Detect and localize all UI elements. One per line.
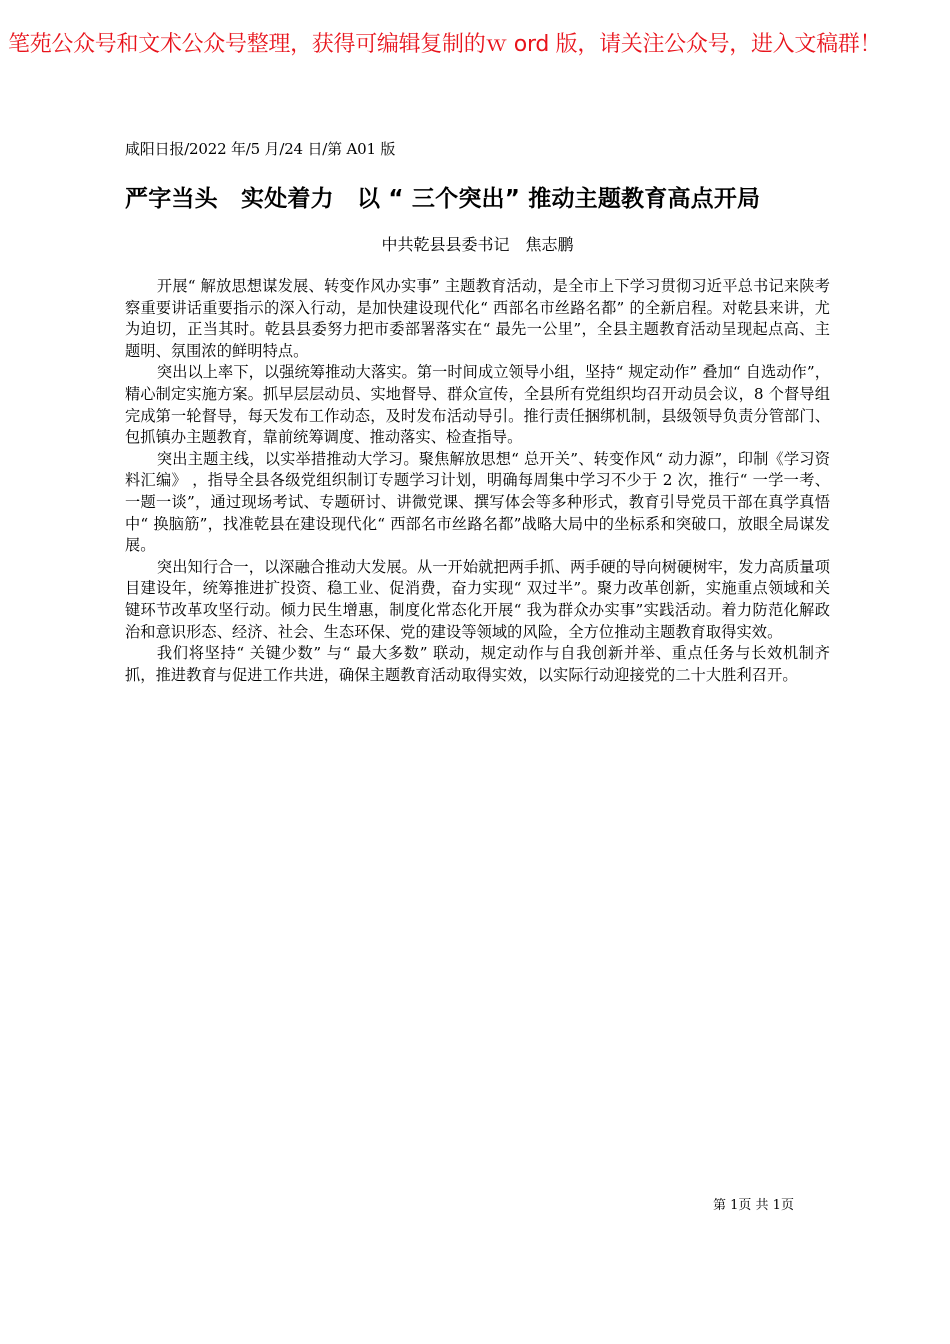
page-indicator: 第 1页 共 1页 [713,1198,794,1213]
article-body [125,276,830,686]
article-source: 咸阳日报/2022 年/5 月/24 日/第 A01 版 [125,140,396,158]
paragraph: 突出主题主线，以实举措推动大学习。聚焦解放思想“ 总开关”、转变作风“ 动力源”，印制《学习资料汇编》 ，指导全县各级党组织制订专题学习计划，明确每周集中学习不少于 2 次，推行“ 一学一考、一题一谈”，通过现场考试、专题研讨、讲微党课、撰写体会等多种形式，教育引导党员干部在真学真悟中“ 换脑筋”，找准乾县在建设现代化“ 西部名市丝路名都”战略大局中的坐标系和突破口，放眼全局谋发展。 [125,449,830,555]
article-title: 严字当头 实处着力 以 “ 三个突出” 推动主题教育高点开局 [125,186,761,212]
article [125,138,830,686]
paragraph: 开展“ 解放思想谋发展、转变作风办实事” 主题教育活动，是全市上下学习贯彻习近平总书记来陕考察重要讲话重要指示的深入行动，是加快建设现代化“ 西部名市丝路名都” 的全新启程。对乾县来讲，尤为迫切，正当其时。乾县县委努力把市委部署落实在“ 最先一公里”，全县主题教育活动呈现起点高、主题明、氛围浓的鲜明特点。 [125,277,830,360]
paragraph: 突出以上率下，以强统筹推动大落实。第一时间成立领导小组，坚持“ 规定动作” 叠加“ 自选动作”，精心制定实施方案。抓早层层动员、实地督导、群众宣传，全县所有党组织均召开动员会议，8 个督导组完成第一轮督导，每天发布工作动态，及时发布活动导引。推行责任捆绑机制，县级领导负责分管部门、包抓镇办主题教育，靠前统筹调度、推动落实、检查指导。 [125,363,830,447]
paragraph: 突出知行合一，以深融合推动大发展。从一开始就把两手抓、两手硬的导向树硬树牢，发力高质量项目建设年，统筹推进扩投资、稳工业、促消费，奋力实现“ 双过半”。聚力改革创新，实施重点领域和关键环节改革攻坚行动。倾力民生增惠，制度化常态化开展“ 我为群众办实事”实践活动。着力防范化解政治和意识形态、经济、社会、生态环保、党的建设等领域的风险，全方位推动主题教育取得实效。 [125,557,830,641]
article-author: 中共乾县县委书记 焦志鹏 [381,235,574,254]
promo-banner: 笔苑公众号和文术公众号整理，获得可编辑复制的ｗ ord 版，请关注公众号，进入文稿群！ [8,32,882,57]
paragraph: 我们将坚持“ 关键少数” 与“ 最大多数” 联动，规定动作与自我创新并举、重点任务与长效机制齐抓，推进教育与促进工作共进，确保主题教育活动取得实效，以实际行动迎接党的二十大胜利召开。 [125,644,830,684]
